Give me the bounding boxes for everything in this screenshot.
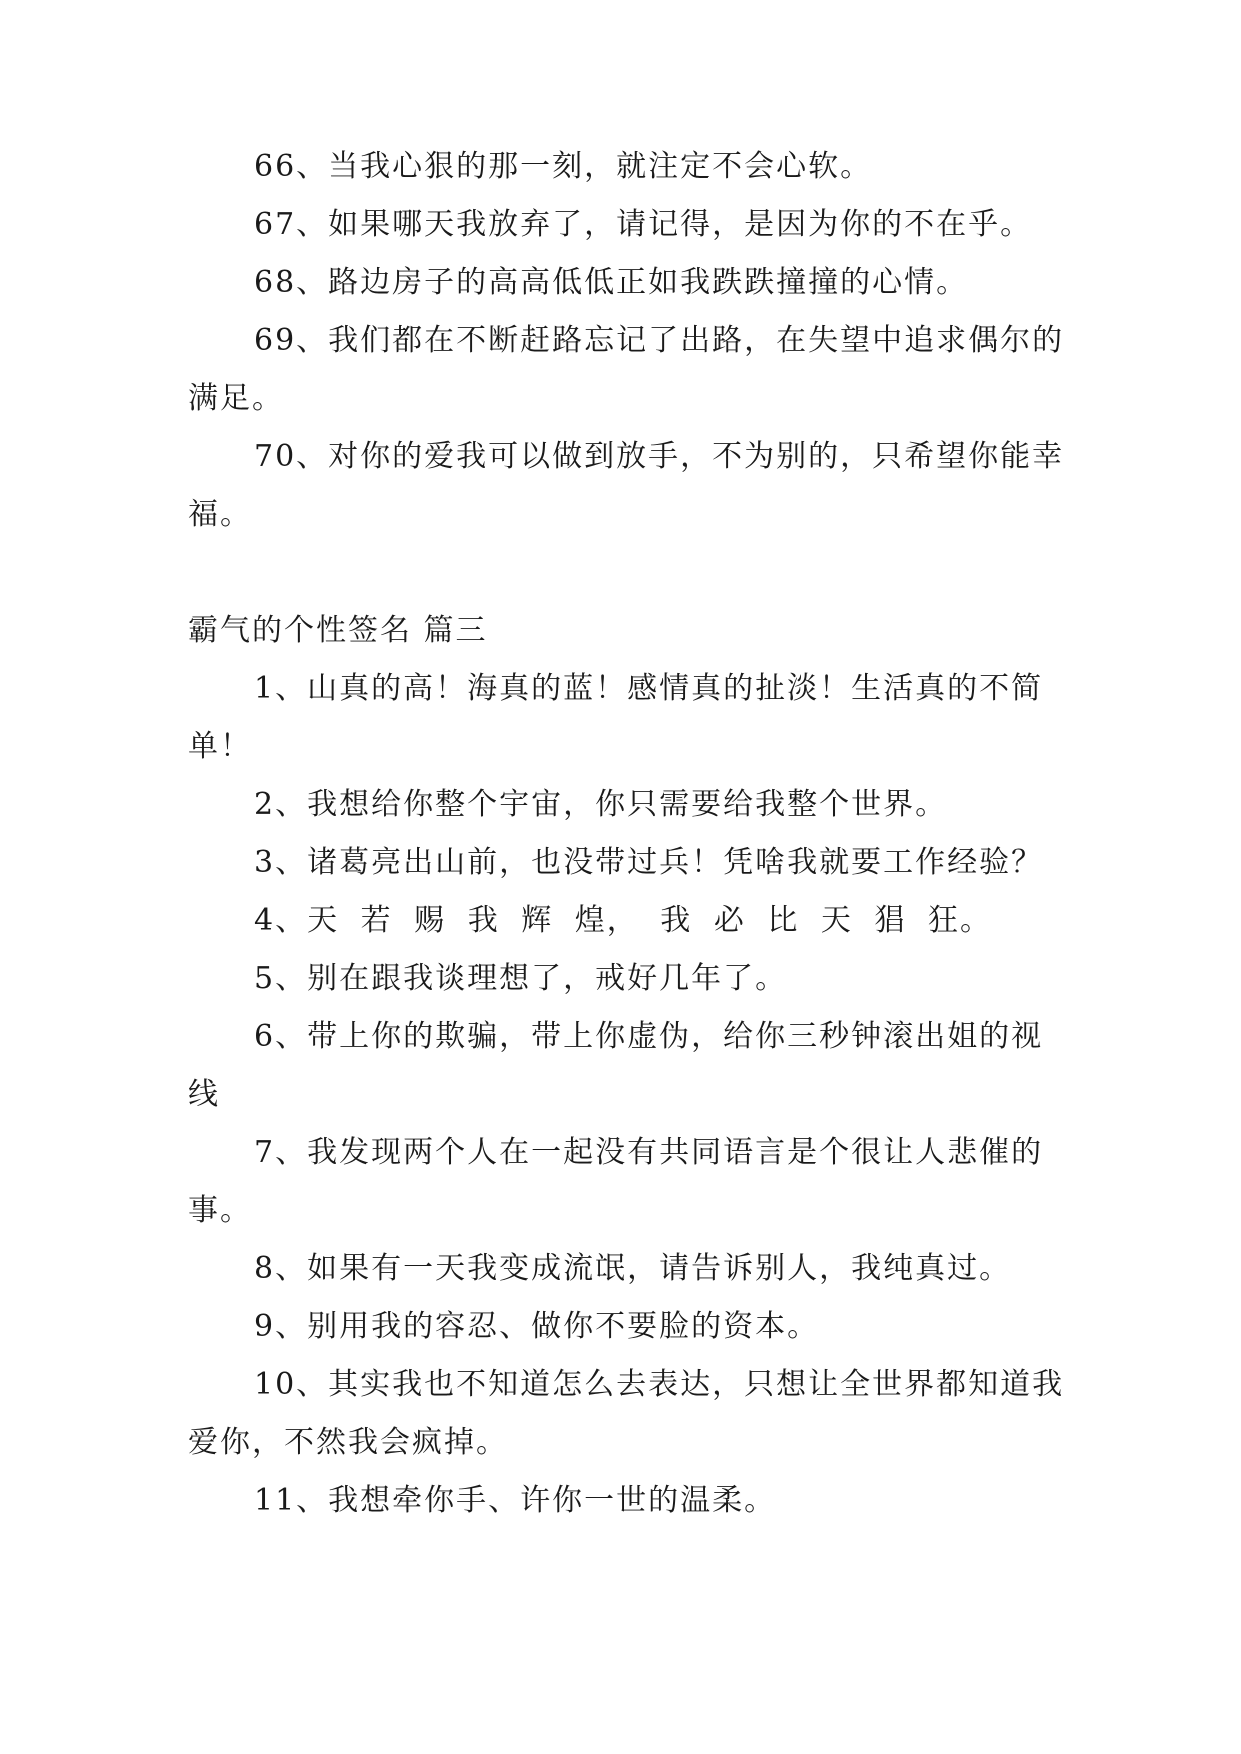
paragraph-3: 3、诸葛亮出山前，也没带过兵！凭啥我就要工作经验？	[254, 845, 1044, 880]
paragraph-68: 68、路边房子的高高低低正如我跌跌撞撞的心情。	[254, 265, 969, 300]
paragraph-69: 69、我们都在不断赶路忘记了出路，在失望中追求偶尔的满足。	[188, 323, 1065, 416]
paragraph-4: 4、天 若 赐 我 辉 煌， 我 必 比 天 猖 狂。	[254, 903, 992, 938]
paragraph-1: 1、山真的高！海真的蓝！感情真的扯淡！生活真的不简单！	[188, 671, 1044, 764]
paragraph-70: 70、对你的爱我可以做到放手，不为别的，只希望你能幸福。	[188, 439, 1065, 532]
paragraph-5: 5、别在跟我谈理想了，戒好几年了。	[254, 961, 788, 996]
paragraph-2: 2、我想给你整个宇宙，你只需要给我整个世界。	[254, 787, 948, 822]
paragraph-7: 7、我发现两个人在一起没有共同语言是个很让人悲催的事。	[188, 1135, 1044, 1228]
text-body	[188, 138, 1068, 1530]
paragraph-66: 66、当我心狠的那一刻，就注定不会心软。	[254, 149, 873, 184]
paragraph-11: 11、我想牵你手、许你一世的温柔。	[254, 1483, 777, 1518]
section-heading: 霸气的个性签名 篇三	[188, 613, 488, 648]
paragraph-67: 67、如果哪天我放弃了，请记得，是因为你的不在乎。	[254, 207, 1033, 242]
paragraph-8: 8、如果有一天我变成流氓，请告诉别人，我纯真过。	[254, 1251, 1012, 1286]
paragraph-10: 10、其实我也不知道怎么去表达，只想让全世界都知道我爱你，不然我会疯掉。	[188, 1367, 1065, 1460]
paragraph-9: 9、别用我的容忍、做你不要脸的资本。	[254, 1309, 820, 1344]
section-gap	[188, 544, 1068, 602]
paragraph-6: 6、带上你的欺骗，带上你虚伪，给你三秒钟滚出姐的视线	[188, 1019, 1044, 1112]
